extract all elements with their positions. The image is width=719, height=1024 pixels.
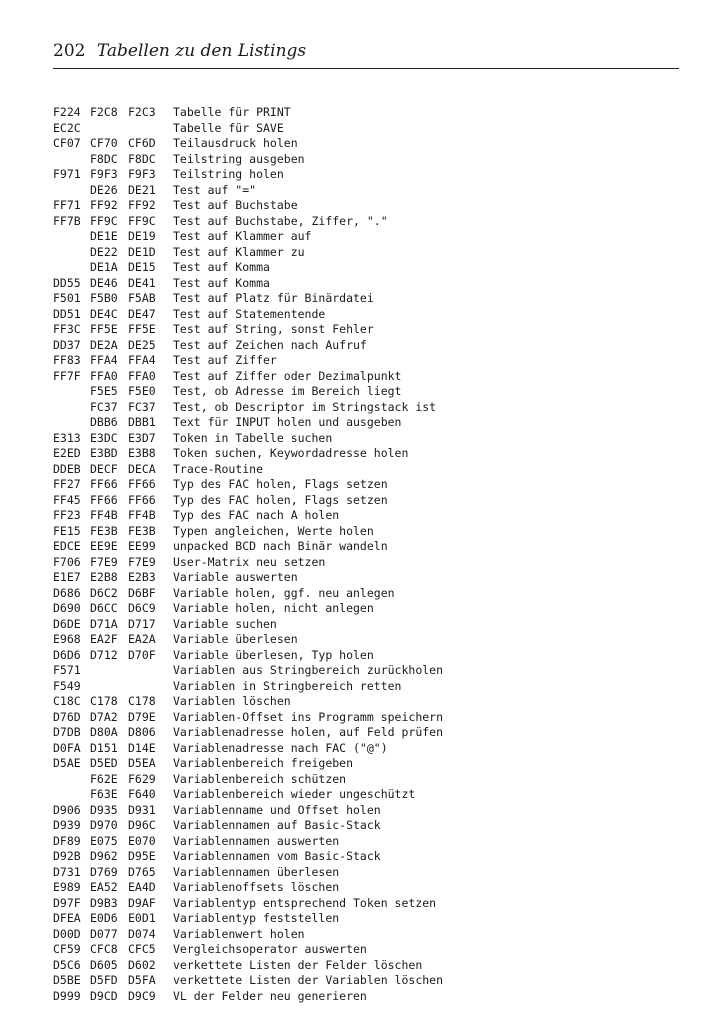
address-col-2: DECF bbox=[90, 461, 118, 476]
description: Test auf Statementende bbox=[173, 306, 326, 321]
description: Test auf "=" bbox=[173, 182, 257, 197]
table-row bbox=[53, 756, 673, 772]
table-row bbox=[53, 260, 673, 276]
description: Variablentyp feststellen bbox=[173, 911, 340, 925]
description: Typ des FAC holen, Flags setzen bbox=[173, 477, 388, 491]
address-col-1: D939 bbox=[53, 818, 81, 832]
description: Teilstring holen bbox=[173, 167, 284, 181]
address-col-2: F9F3 bbox=[90, 167, 118, 181]
address-col-3: D6C9 bbox=[128, 601, 156, 615]
address-col-1: EDCE bbox=[53, 539, 81, 553]
table-row bbox=[53, 276, 673, 292]
address-col-3: F629 bbox=[128, 771, 156, 786]
description: Test auf Buchstabe bbox=[173, 198, 298, 212]
table-row bbox=[53, 136, 673, 152]
address-col-1: F571 bbox=[53, 663, 81, 677]
address-col-1: E968 bbox=[53, 632, 81, 646]
address-col-3: D717 bbox=[128, 616, 156, 631]
description: Variable überlesen, Typ holen bbox=[173, 647, 374, 662]
address-col-3: D14E bbox=[128, 740, 156, 755]
address-col-1: DD55 bbox=[53, 275, 81, 290]
table-row bbox=[53, 927, 673, 943]
description: unpacked BCD nach Binär wandeln bbox=[173, 539, 388, 553]
address-col-3: DE41 bbox=[128, 275, 156, 290]
description: verkettete Listen der Felder löschen bbox=[173, 957, 423, 972]
description: Variablenbereich schützen bbox=[173, 771, 347, 786]
routine-table bbox=[53, 105, 673, 1004]
address-col-3: F640 bbox=[128, 787, 156, 801]
address-col-3: D806 bbox=[128, 725, 156, 739]
address-col-2: E075 bbox=[90, 833, 118, 848]
table-row bbox=[53, 710, 673, 726]
table-row bbox=[53, 725, 673, 741]
description: VL der Felder neu generieren bbox=[173, 988, 367, 1003]
table-row bbox=[53, 849, 673, 865]
address-col-2: FF92 bbox=[90, 198, 118, 212]
address-col-3: D9C9 bbox=[128, 988, 156, 1003]
description: Token in Tabelle suchen bbox=[173, 430, 333, 445]
description: Variable auswerten bbox=[173, 570, 298, 584]
description: Variable holen, ggf. neu anlegen bbox=[173, 585, 395, 600]
table-row bbox=[53, 214, 673, 230]
address-col-3: F9F3 bbox=[128, 167, 156, 181]
description: Variablen in Stringbereich retten bbox=[173, 678, 402, 693]
address-col-3: D5EA bbox=[128, 756, 156, 770]
address-col-3: FFA4 bbox=[128, 353, 156, 367]
address-col-3: CF6D bbox=[128, 136, 156, 150]
description: Teilstring ausgeben bbox=[173, 151, 305, 166]
address-col-3: D602 bbox=[128, 957, 156, 972]
address-col-1: FF3C bbox=[53, 322, 81, 336]
table-row bbox=[53, 307, 673, 323]
address-col-1: E2ED bbox=[53, 446, 81, 460]
table-row bbox=[53, 601, 673, 617]
address-col-2: F5B0 bbox=[90, 291, 118, 305]
address-col-1: FF23 bbox=[53, 508, 81, 522]
address-col-3: FFA0 bbox=[128, 368, 156, 383]
description: Test, ob Adresse im Bereich liegt bbox=[173, 384, 402, 398]
address-col-3: DE1D bbox=[128, 244, 156, 259]
address-col-2: DE1A bbox=[90, 260, 118, 274]
description: Test auf Buchstabe, Ziffer, "." bbox=[173, 213, 388, 228]
address-col-3: FF9C bbox=[128, 213, 156, 228]
description: Variablennamen auswerten bbox=[173, 833, 340, 848]
description: Teilausdruck holen bbox=[173, 136, 298, 150]
address-col-2: D9B3 bbox=[90, 895, 118, 910]
address-col-3: CFC5 bbox=[128, 942, 156, 956]
table-row bbox=[53, 648, 673, 664]
description: Token suchen, Keywordadresse holen bbox=[173, 446, 409, 460]
address-col-2: FF5E bbox=[90, 322, 118, 336]
description: Tabelle für PRINT bbox=[173, 105, 291, 119]
address-col-3: DE19 bbox=[128, 229, 156, 243]
description: Variablenadresse nach FAC ("@") bbox=[173, 740, 388, 755]
description: Variablennamen auf Basic-Stack bbox=[173, 818, 381, 832]
table-row bbox=[53, 865, 673, 881]
address-col-3: FF5E bbox=[128, 322, 156, 336]
address-col-1: C18C bbox=[53, 694, 81, 708]
address-col-3: DE15 bbox=[128, 260, 156, 274]
address-col-1: D6DE bbox=[53, 616, 81, 631]
address-col-2: D077 bbox=[90, 926, 118, 941]
address-col-3: DBB1 bbox=[128, 415, 156, 429]
description: Tabelle für SAVE bbox=[173, 120, 284, 135]
table-row bbox=[53, 198, 673, 214]
table-row bbox=[53, 911, 673, 927]
address-col-1: D731 bbox=[53, 864, 81, 879]
description: Test auf Zeichen nach Aufruf bbox=[173, 337, 367, 352]
description: Variable holen, nicht anlegen bbox=[173, 601, 374, 615]
table-row bbox=[53, 493, 673, 509]
description: Test auf Komma bbox=[173, 260, 270, 274]
address-col-3: FE3B bbox=[128, 523, 156, 538]
address-col-1: D690 bbox=[53, 601, 81, 615]
address-col-2: C178 bbox=[90, 694, 118, 708]
address-col-2: D6C2 bbox=[90, 585, 118, 600]
page-number: 202 bbox=[53, 41, 86, 61]
address-col-2: D962 bbox=[90, 849, 118, 863]
page-title: Tabellen zu den Listings bbox=[96, 41, 307, 61]
address-col-2: DE46 bbox=[90, 275, 118, 290]
address-col-3: D95E bbox=[128, 849, 156, 863]
description: Variable überlesen bbox=[173, 632, 298, 646]
table-row bbox=[53, 942, 673, 958]
table-row bbox=[53, 384, 673, 400]
address-col-2: F5E5 bbox=[90, 384, 118, 398]
address-col-2: EA52 bbox=[90, 880, 118, 894]
description: Test auf Ziffer oder Dezimalpunkt bbox=[173, 368, 402, 383]
address-col-2: D151 bbox=[90, 740, 118, 755]
address-col-1: F501 bbox=[53, 291, 81, 305]
address-col-2: DE1E bbox=[90, 229, 118, 243]
table-row bbox=[53, 586, 673, 602]
table-row bbox=[53, 167, 673, 183]
address-col-1: FF45 bbox=[53, 492, 81, 507]
table-row bbox=[53, 896, 673, 912]
table-row bbox=[53, 524, 673, 540]
address-col-1: FF71 bbox=[53, 198, 81, 212]
address-col-3: F8DC bbox=[128, 151, 156, 166]
table-row bbox=[53, 741, 673, 757]
address-col-3: D931 bbox=[128, 802, 156, 817]
table-row bbox=[53, 431, 673, 447]
address-col-2: F62E bbox=[90, 771, 118, 786]
address-col-2: DE2A bbox=[90, 337, 118, 352]
address-col-2: FF4B bbox=[90, 508, 118, 522]
table-row bbox=[53, 152, 673, 168]
address-col-1: D5C6 bbox=[53, 957, 81, 972]
address-col-1: DD51 bbox=[53, 306, 81, 321]
description: Typ des FAC holen, Flags setzen bbox=[173, 492, 388, 507]
address-col-1: D6D6 bbox=[53, 647, 81, 662]
table-row bbox=[53, 973, 673, 989]
table-row bbox=[53, 787, 673, 803]
address-col-3: FC37 bbox=[128, 399, 156, 414]
table-row bbox=[53, 539, 673, 555]
description: Variablenadresse holen, auf Feld prüfen bbox=[173, 725, 444, 739]
address-col-2: CFC8 bbox=[90, 942, 118, 956]
address-col-2: EA2F bbox=[90, 632, 118, 646]
header-rule bbox=[53, 68, 679, 69]
address-col-2: D769 bbox=[90, 864, 118, 879]
description: Variablenbereich wieder ungeschützt bbox=[173, 787, 416, 801]
address-col-2: F7E9 bbox=[90, 554, 118, 569]
address-col-2: D9CD bbox=[90, 988, 118, 1003]
address-col-1: F971 bbox=[53, 167, 81, 181]
description: Variablen aus Stringbereich zurückholen bbox=[173, 663, 444, 677]
address-col-2: FFA4 bbox=[90, 353, 118, 367]
address-col-3: D9AF bbox=[128, 895, 156, 910]
address-col-1: F549 bbox=[53, 678, 81, 693]
address-col-1: FF7F bbox=[53, 368, 81, 383]
table-row bbox=[53, 880, 673, 896]
address-col-2: CF70 bbox=[90, 136, 118, 150]
description: Test, ob Descriptor im Stringstack ist bbox=[173, 399, 437, 414]
description: Test auf String, sonst Fehler bbox=[173, 322, 374, 336]
table-row bbox=[53, 462, 673, 478]
address-col-2: D935 bbox=[90, 802, 118, 817]
address-col-1: CF07 bbox=[53, 136, 81, 150]
page-header bbox=[53, 40, 678, 62]
address-col-2: D5FD bbox=[90, 973, 118, 987]
description: Variablen löschen bbox=[173, 694, 291, 708]
table-row bbox=[53, 694, 673, 710]
description: Typ des FAC nach A holen bbox=[173, 508, 340, 522]
address-col-3: F7E9 bbox=[128, 554, 156, 569]
address-col-3: D6BF bbox=[128, 585, 156, 600]
table-row bbox=[53, 834, 673, 850]
address-col-1: E313 bbox=[53, 430, 81, 445]
address-col-3: E070 bbox=[128, 833, 156, 848]
address-col-2: F8DC bbox=[90, 151, 118, 166]
table-row bbox=[53, 617, 673, 633]
address-col-2: E3BD bbox=[90, 446, 118, 460]
address-col-3: EA4D bbox=[128, 880, 156, 894]
description: Test auf Platz für Binärdatei bbox=[173, 291, 374, 305]
table-row bbox=[53, 446, 673, 462]
address-col-3: EE99 bbox=[128, 539, 156, 553]
address-col-1: DFEA bbox=[53, 911, 81, 925]
address-col-2: DE22 bbox=[90, 244, 118, 259]
address-col-1: D00D bbox=[53, 926, 81, 941]
description: User-Matrix neu setzen bbox=[173, 554, 326, 569]
table-row bbox=[53, 508, 673, 524]
address-col-2: D6CC bbox=[90, 601, 118, 615]
address-col-1: FF83 bbox=[53, 353, 81, 367]
address-col-3: DE25 bbox=[128, 337, 156, 352]
description: Test auf Komma bbox=[173, 275, 270, 290]
address-col-3: FF66 bbox=[128, 492, 156, 507]
address-col-1: D906 bbox=[53, 802, 81, 817]
address-col-2: D712 bbox=[90, 647, 118, 662]
address-col-3: D79E bbox=[128, 709, 156, 724]
description: Variablenoffsets löschen bbox=[173, 880, 340, 894]
address-col-2: FF66 bbox=[90, 477, 118, 491]
address-col-3: E3B8 bbox=[128, 446, 156, 460]
description: Test auf Klammer auf bbox=[173, 229, 312, 243]
address-col-3: F2C3 bbox=[128, 105, 156, 119]
address-col-1: FF7B bbox=[53, 213, 81, 228]
table-row bbox=[53, 121, 673, 137]
address-col-2: FF66 bbox=[90, 492, 118, 507]
description: Vergleichsoperator auswerten bbox=[173, 942, 367, 956]
address-col-2: F63E bbox=[90, 787, 118, 801]
address-col-2: FFA0 bbox=[90, 368, 118, 383]
table-row bbox=[53, 803, 673, 819]
description: Variablenbereich freigeben bbox=[173, 756, 354, 770]
description: Trace-Routine bbox=[173, 461, 264, 476]
address-col-1: FF27 bbox=[53, 477, 81, 491]
address-col-2: F2C8 bbox=[90, 105, 118, 119]
address-col-1: F706 bbox=[53, 554, 81, 569]
description: Variablenwert holen bbox=[173, 926, 305, 941]
address-col-2: D7A2 bbox=[90, 709, 118, 724]
description: Variablenname und Offset holen bbox=[173, 802, 381, 817]
address-col-3: DECA bbox=[128, 461, 156, 476]
address-col-1: DF89 bbox=[53, 833, 81, 848]
table-row bbox=[53, 632, 673, 648]
address-col-3: D5FA bbox=[128, 973, 156, 987]
address-col-2: D605 bbox=[90, 957, 118, 972]
table-row bbox=[53, 663, 673, 679]
description: Test auf Ziffer bbox=[173, 353, 277, 367]
address-col-1: D0FA bbox=[53, 740, 81, 755]
address-col-3: FF66 bbox=[128, 477, 156, 491]
address-col-2: DE26 bbox=[90, 182, 118, 197]
address-col-3: D96C bbox=[128, 818, 156, 832]
address-col-3: C178 bbox=[128, 694, 156, 708]
table-row bbox=[53, 291, 673, 307]
address-col-1: D5BE bbox=[53, 973, 81, 987]
address-col-2: FE3B bbox=[90, 523, 118, 538]
address-col-3: EA2A bbox=[128, 632, 156, 646]
address-col-3: DE21 bbox=[128, 182, 156, 197]
address-col-3: D765 bbox=[128, 864, 156, 879]
table-row bbox=[53, 105, 673, 121]
address-col-1: DD37 bbox=[53, 337, 81, 352]
address-col-1: D999 bbox=[53, 988, 81, 1003]
description: Variable suchen bbox=[173, 616, 277, 631]
address-col-1: F224 bbox=[53, 105, 81, 119]
table-row bbox=[53, 555, 673, 571]
address-col-2: D970 bbox=[90, 818, 118, 832]
address-col-1: D7DB bbox=[53, 725, 81, 739]
address-col-3: FF92 bbox=[128, 198, 156, 212]
address-col-1: FE15 bbox=[53, 523, 81, 538]
address-col-1: CF59 bbox=[53, 942, 81, 956]
table-row bbox=[53, 322, 673, 338]
address-col-3: F5AB bbox=[128, 291, 156, 305]
address-col-3: D074 bbox=[128, 926, 156, 941]
address-col-1: D686 bbox=[53, 585, 81, 600]
address-col-2: D71A bbox=[90, 616, 118, 631]
address-col-2: DE4C bbox=[90, 306, 118, 321]
address-col-3: E0D1 bbox=[128, 911, 156, 925]
address-col-1: E1E7 bbox=[53, 570, 81, 584]
table-row bbox=[53, 818, 673, 834]
description: Test auf Klammer zu bbox=[173, 244, 305, 259]
address-col-3: E3D7 bbox=[128, 430, 156, 445]
address-col-1: D97F bbox=[53, 895, 81, 910]
description: Variablentyp entsprechend Token setzen bbox=[173, 895, 437, 910]
table-row bbox=[53, 400, 673, 416]
description: Variablennamen vom Basic-Stack bbox=[173, 849, 381, 863]
address-col-2: EE9E bbox=[90, 539, 118, 553]
address-col-2: E0D6 bbox=[90, 911, 118, 925]
address-col-3: DE47 bbox=[128, 306, 156, 321]
address-col-1: D92B bbox=[53, 849, 81, 863]
address-col-1: E989 bbox=[53, 880, 81, 894]
table-row bbox=[53, 415, 673, 431]
address-col-1: EC2C bbox=[53, 120, 81, 135]
address-col-3: FF4B bbox=[128, 508, 156, 522]
address-col-2: D5ED bbox=[90, 756, 118, 770]
address-col-2: DBB6 bbox=[90, 415, 118, 429]
table-row bbox=[53, 338, 673, 354]
description: verkettete Listen der Variablen löschen bbox=[173, 973, 444, 987]
table-row bbox=[53, 245, 673, 261]
address-col-2: D80A bbox=[90, 725, 118, 739]
table-row bbox=[53, 229, 673, 245]
address-col-3: F5E0 bbox=[128, 384, 156, 398]
address-col-1: D5AE bbox=[53, 756, 81, 770]
description: Text für INPUT holen und ausgeben bbox=[173, 415, 402, 429]
table-row bbox=[53, 958, 673, 974]
table-row bbox=[53, 477, 673, 493]
table-row bbox=[53, 353, 673, 369]
table-row bbox=[53, 369, 673, 385]
table-row bbox=[53, 989, 673, 1005]
table-row bbox=[53, 570, 673, 586]
description: Variablennamen überlesen bbox=[173, 864, 340, 879]
address-col-2: FC37 bbox=[90, 399, 118, 414]
description: Typen angleichen, Werte holen bbox=[173, 523, 374, 538]
table-row bbox=[53, 183, 673, 199]
address-col-1: DDEB bbox=[53, 461, 81, 476]
address-col-2: E2B8 bbox=[90, 570, 118, 584]
address-col-2: E3DC bbox=[90, 430, 118, 445]
address-col-1: D76D bbox=[53, 709, 81, 724]
address-col-2: FF9C bbox=[90, 213, 118, 228]
table-row bbox=[53, 679, 673, 695]
address-col-3: E2B3 bbox=[128, 570, 156, 584]
address-col-3: D70F bbox=[128, 647, 156, 662]
description: Variablen-Offset ins Programm speichern bbox=[173, 709, 444, 724]
table-row bbox=[53, 772, 673, 788]
